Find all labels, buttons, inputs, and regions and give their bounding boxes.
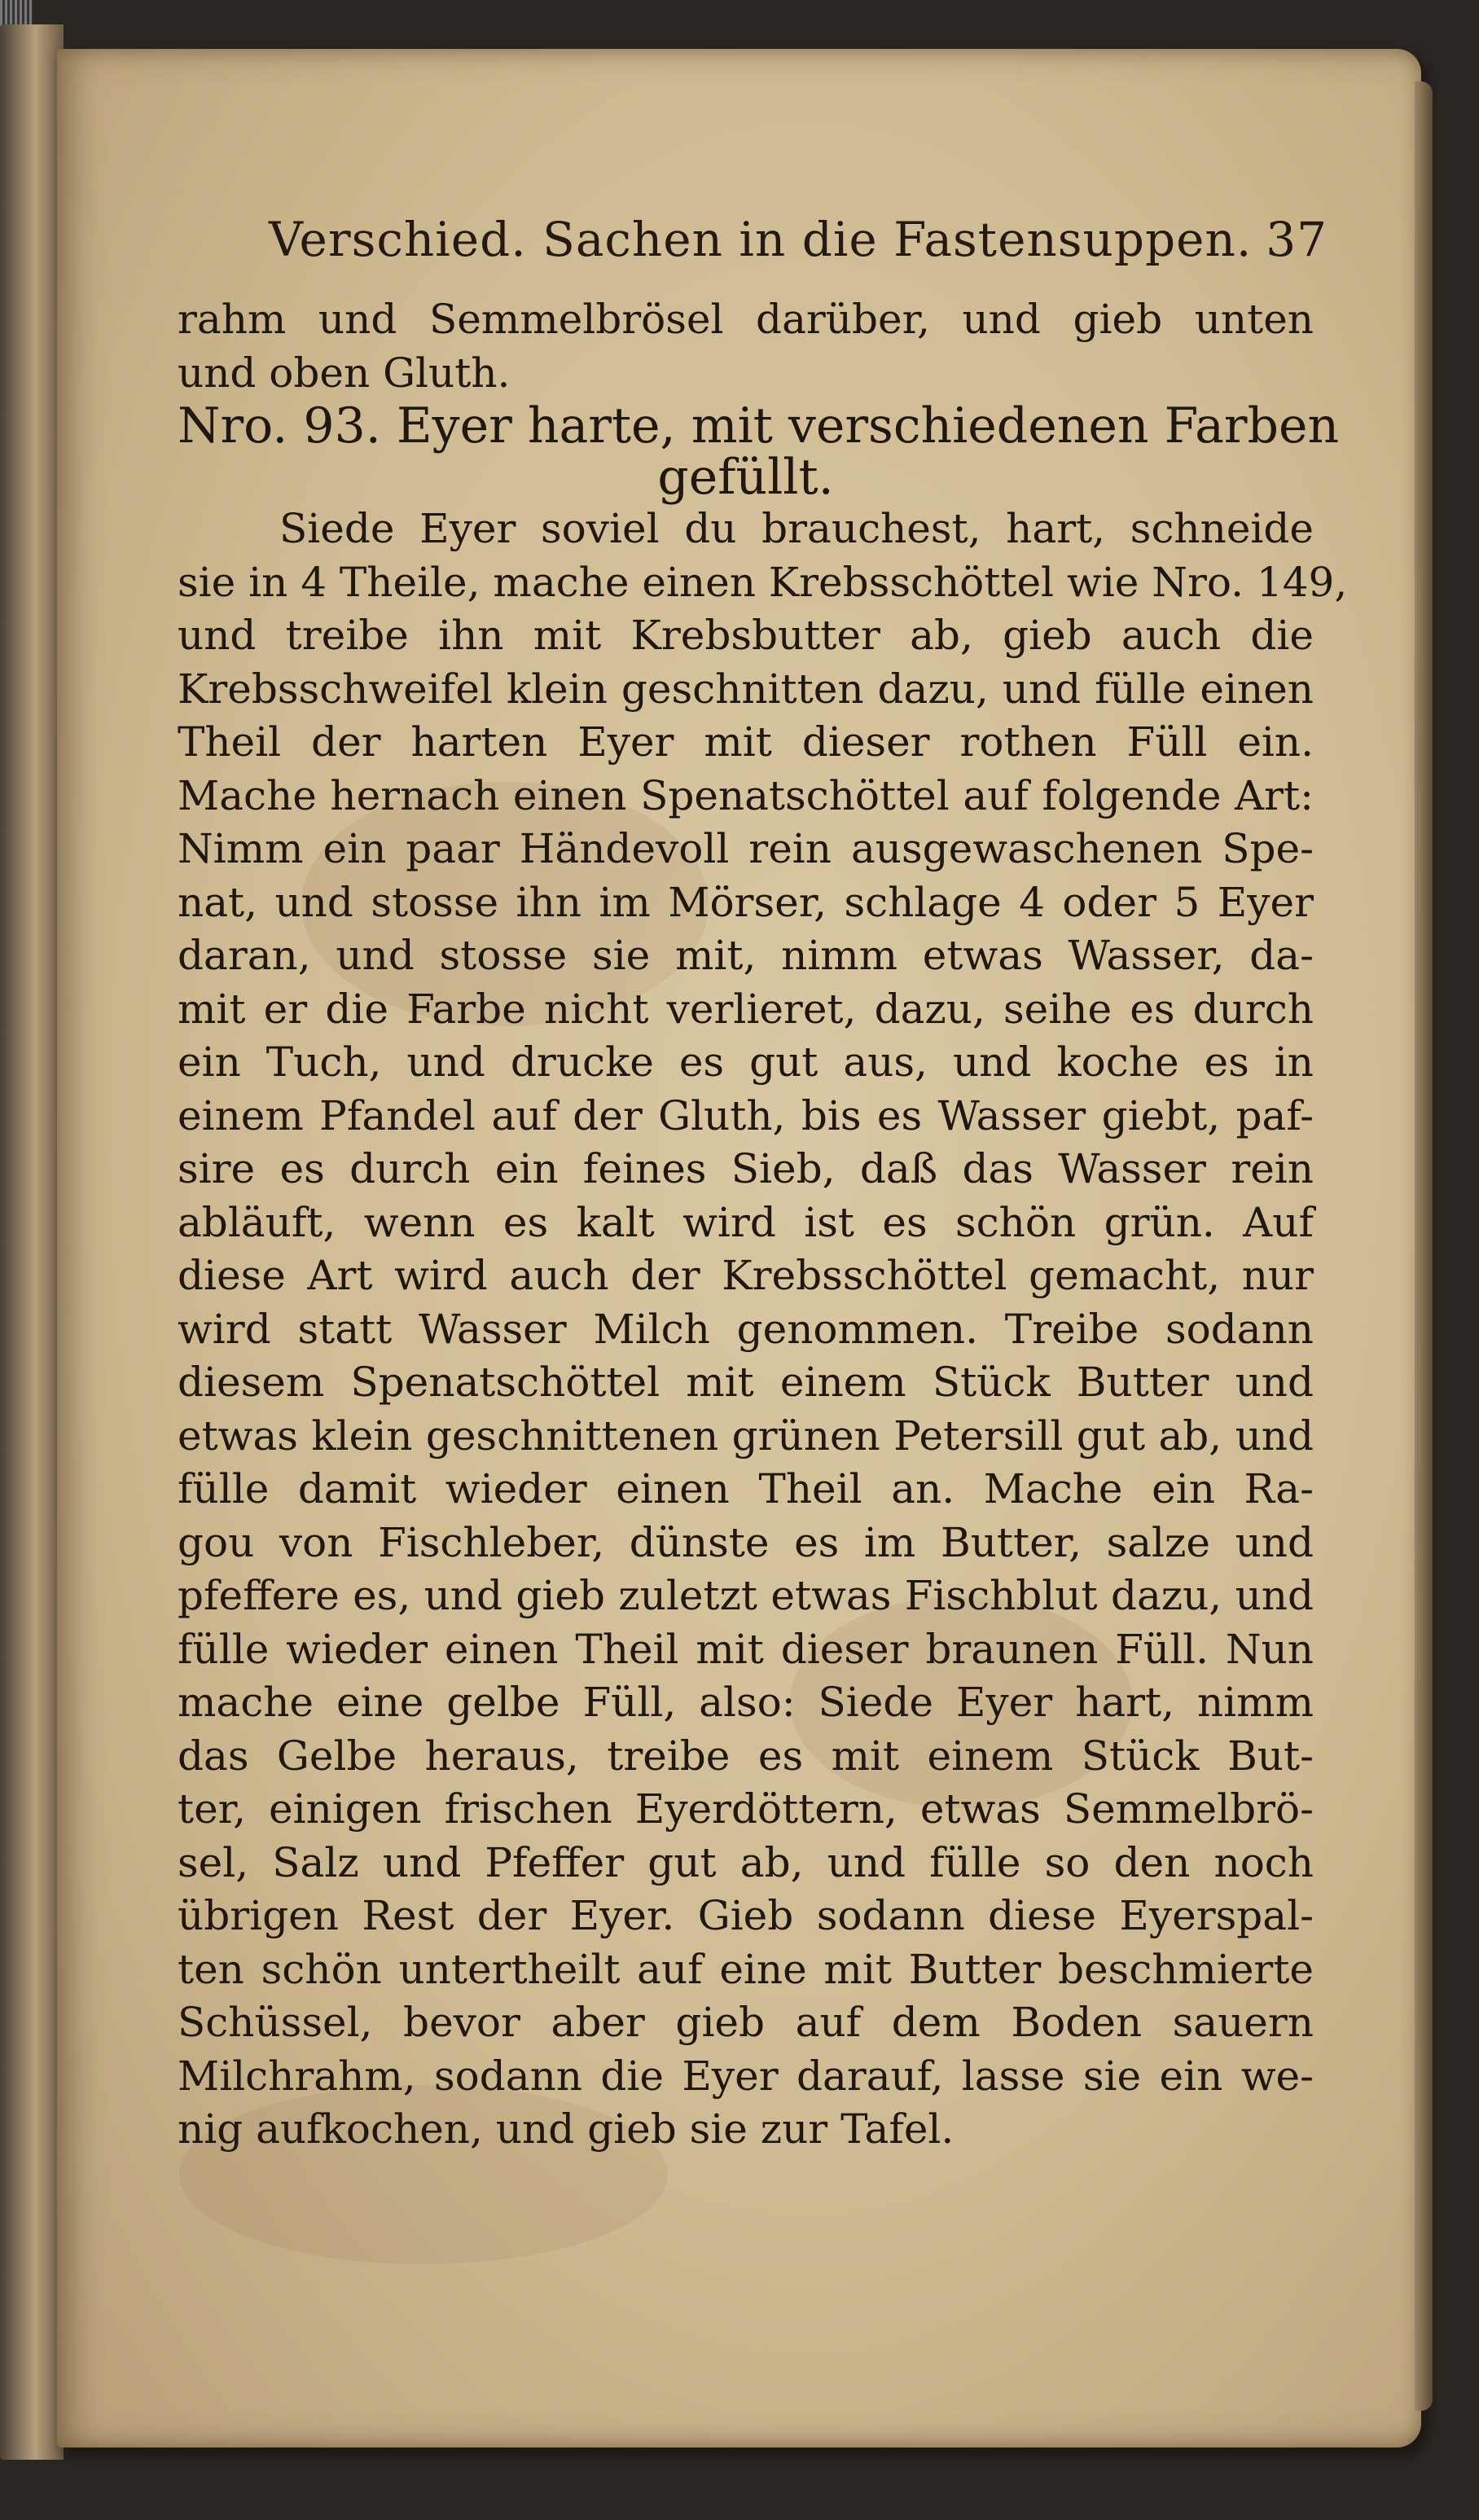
text-line: sie in 4 Theile, mache einen Krebsschöttel wie Nro. 149, <box>178 558 1348 606</box>
text-line: abläuft, wenn es kalt wird ist es schön grün. Auf <box>178 1198 1314 1246</box>
text-line: übrigen Rest der Eyer. Gieb sodann diese Eyerspal- <box>178 1892 1314 1939</box>
text-line: Schüssel, bevor aber gieb auf dem Boden sauern <box>178 1999 1314 2046</box>
text-line: und treibe ihn mit Krebsbutter ab, gieb auch die <box>178 612 1314 659</box>
text-line: Siede Eyer soviel du brauchest, hart, schneide <box>279 505 1314 552</box>
text-line: ter, einigen frischen Eyerdöttern, etwas Semmelbrö- <box>178 1785 1314 1833</box>
recipe-heading: Nro. 93. Eyer harte, mit verschiedenen Farben <box>178 397 1340 454</box>
text-line: Milchrahm, sodann die Eyer darauf, lasse sie ein we- <box>178 2052 1314 2100</box>
text-line: fülle damit wieder einen Theil an. Mache ein Ra- <box>178 1465 1314 1512</box>
text-line: etwas klein geschnittenen grünen Petersill gut ab, und <box>178 1411 1314 1460</box>
text-line: mache eine gelbe Füll, also: Siede Eyer hart, nimm <box>178 1679 1314 1726</box>
text-line: nig aufkochen, und gieb sie zur Tafel. <box>178 2105 955 2153</box>
text-line: nat, und stosse ihn im Mörser, schlage 4 oder 5 Eyer <box>178 878 1314 926</box>
text-line: diese Art wird auch der Krebsschöttel gemacht, nur <box>178 1252 1314 1299</box>
text-line: diesem Spenatschöttel mit einem Stück Butter und <box>178 1359 1314 1406</box>
page-fore-edge <box>1415 81 1433 2411</box>
book-page <box>57 49 1421 2448</box>
text-line: mit er die Farbe nicht verlieret, dazu, seihe es durch <box>178 985 1314 1033</box>
text-line: pfeffere es, und gieb zuletzt etwas Fischblut dazu, und <box>178 1572 1314 1619</box>
text-line: daran, und stosse sie mit, nimm etwas Wasser, da- <box>178 932 1314 979</box>
page-number: 37 <box>1266 212 1328 267</box>
text-line: gou von Fischleber, dünste es im Butter, salze und <box>178 1518 1314 1566</box>
text-line: ten schön untertheilt auf eine mit Butter beschmierte <box>178 1945 1314 1993</box>
text-line: einem Pfandel auf der Gluth, bis es Wasser giebt, paf- <box>178 1091 1314 1139</box>
text-line: Mache hernach einen Spenatschöttel auf folgende Art: <box>178 771 1314 819</box>
text-line: Krebsschweifel klein geschnitten dazu, und fülle einen <box>178 665 1314 713</box>
text-line: ein Tuch, und drucke es gut aus, und koche es in <box>178 1038 1314 1086</box>
text-line: sire es durch ein feines Sieb, daß das Wasser rein <box>178 1145 1314 1192</box>
text-line: rahm und Semmelbrösel darüber, und gieb unten <box>178 296 1314 343</box>
text-line: sel, Salz und Pfeffer gut ab, und fülle so den noch <box>178 1838 1314 1886</box>
left-page-edge <box>0 24 64 2460</box>
text-line: fülle wieder einen Theil mit dieser braunen Füll. Nun <box>178 1625 1314 1673</box>
text-line: das Gelbe heraus, treibe es mit einem Stück But- <box>178 1732 1314 1780</box>
text-line: und oben Gluth. <box>178 349 511 397</box>
running-head <box>269 212 1328 267</box>
recipe-heading-continued: gefüllt. <box>657 449 834 506</box>
text-line: Theil der harten Eyer mit dieser rothen Füll ein. <box>178 718 1314 766</box>
text-line: Nimm ein paar Händevoll rein ausgewaschenen Spe- <box>178 825 1314 872</box>
text-line: wird statt Wasser Milch genommen. Treibe sodann <box>178 1305 1314 1353</box>
body-text <box>178 293 1348 2157</box>
running-head-title: Verschied. Sachen in die Fastensuppen. <box>269 212 1253 267</box>
